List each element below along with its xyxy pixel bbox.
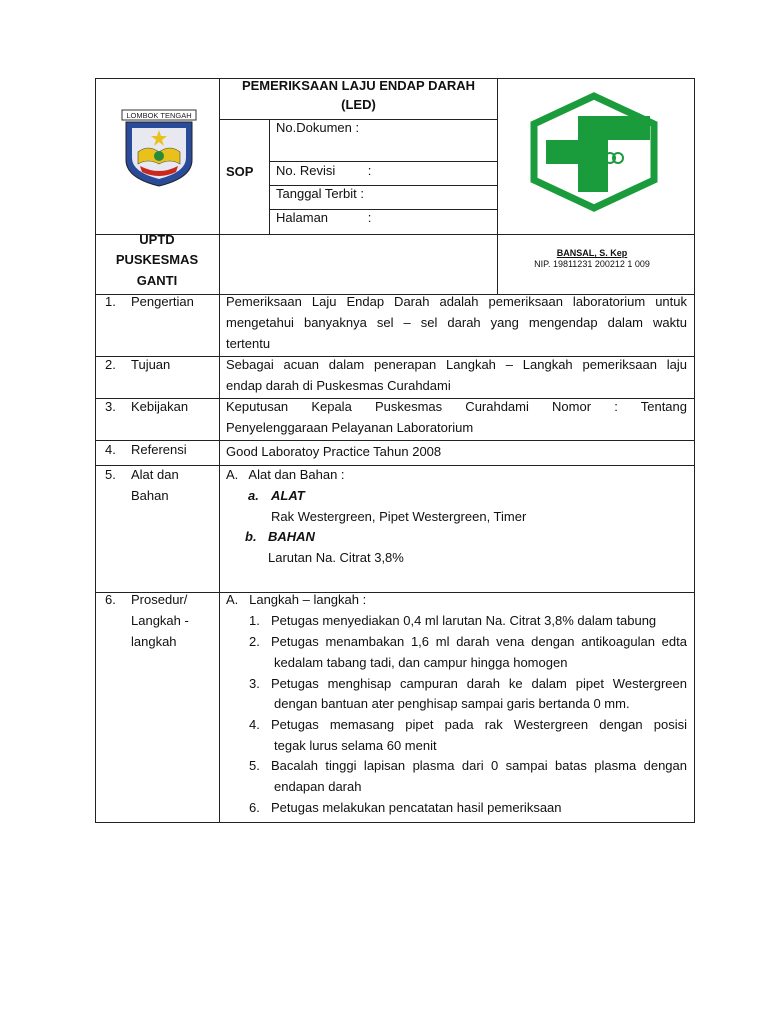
section-label-prosedur: langkah: [131, 634, 177, 649]
step-line: tegak lurus selama 60 menit: [274, 738, 437, 753]
section-label-prosedur: Prosedur/: [131, 592, 188, 607]
issue-date-field: Tanggal Terbit :: [276, 186, 364, 201]
alat-title: ALAT: [271, 488, 305, 503]
signer-name: BANSAL, S. Kep: [556, 248, 628, 258]
section-label-kebijakan: Kebijakan: [131, 399, 189, 414]
unit-line-2: PUSKESMAS: [115, 252, 199, 267]
section-number: 4.: [105, 442, 116, 457]
step-line: Petugas menyediakan 0,4 ml larutan Na. Citrat 3,8% dalam tabung: [271, 613, 657, 628]
bahan-title: BAHAN: [268, 529, 315, 544]
tujuan-line: Sebagai acuan dalam penerapan Langkah – Langkah pemeriksaan laju: [226, 357, 687, 372]
bahan-marker: b.: [245, 529, 257, 544]
pengertian-line: mengetahui banyaknya sel – sel darah yang mengendap dalam waktu: [226, 315, 687, 330]
section-number: 3.: [105, 399, 116, 414]
pengertian-line: tertentu: [226, 336, 271, 351]
lombok-tengah-logo: [120, 108, 198, 188]
section-label-alat: Alat dan: [131, 467, 179, 482]
section-label-alat: Bahan: [131, 488, 169, 503]
sop-title-line1: PEMERIKSAAN LAJU ENDAP DARAH: [241, 78, 476, 93]
step-line: Petugas melakukan pencatatan hasil pemeriksaan: [271, 800, 562, 815]
alat-marker: a.: [248, 488, 259, 503]
section-number: 5.: [105, 467, 116, 482]
kebijakan-line: Keputusan Kepala Puskesmas Curahdami Nomor : Tentang: [226, 399, 687, 414]
unit-line-1: UPTD: [139, 232, 175, 247]
doc-number-field: No.Dokumen :: [276, 120, 360, 135]
section-label-pengertian: Pengertian: [131, 294, 194, 309]
puskesmas-logo: [528, 92, 660, 212]
signer-nip: NIP. 19811231 200212 1 009: [534, 259, 650, 269]
step-line: Petugas memasang pipet pada rak Westergreen dengan posisi: [271, 717, 687, 732]
step-number: 6.: [249, 800, 260, 815]
section-number: 6.: [105, 592, 116, 607]
step-line: Petugas menambakan 1,6 ml darah vena dengan antikoagulan edta: [271, 634, 687, 649]
tujuan-line: endap darah di Puskesmas Curahdami: [226, 378, 451, 393]
section-label-tujuan: Tujuan: [131, 357, 171, 372]
step-number: 3.: [249, 676, 260, 691]
alat-text: Rak Westergreen, Pipet Westergreen, Timer: [271, 509, 527, 524]
kebijakan-line: Penyelenggaraan Pelayanan Laboratorium: [226, 420, 474, 435]
section-label-referensi: Referensi: [131, 442, 187, 457]
sop-label: SOP: [226, 164, 254, 179]
alat-heading: A. Alat dan Bahan :: [226, 467, 345, 482]
step-number: 5.: [249, 758, 260, 773]
logo-banner-text: LOMBOK TENGAH: [126, 111, 192, 120]
sop-title-line2: (LED): [341, 97, 376, 112]
step-line: Bacalah tinggi lapisan plasma dari 0 sampai batas plasma dengan: [271, 758, 687, 773]
section-number: 2.: [105, 357, 116, 372]
step-number: 1.: [249, 613, 260, 628]
section-label-prosedur: Langkah -: [131, 613, 189, 628]
step-line: endapan darah: [274, 779, 362, 794]
pengertian-line: Pemeriksaan Laju Endap Darah adalah pemeriksaan laboratorium untuk: [226, 294, 687, 309]
unit-line-3: GANTI: [136, 273, 178, 288]
step-line: kedalam tabang tadi, dan campur hingga homogen: [274, 655, 568, 670]
prosedur-heading: A. Langkah – langkah :: [226, 592, 367, 607]
step-line: Petugas menghisap campuran darah ke dalam pipet Westergreen: [271, 676, 687, 691]
section-number: 1.: [105, 294, 116, 309]
bahan-text: Larutan Na. Citrat 3,8%: [268, 550, 404, 565]
referensi-text: Good Laboratoy Practice Tahun 2008: [226, 444, 442, 459]
step-number: 4.: [249, 717, 260, 732]
revision-field: No. Revisi :: [276, 163, 372, 178]
step-number: 2.: [249, 634, 260, 649]
step-line: dengan bantuan ater penghisap sampai garis bertanda 0 mm.: [274, 696, 630, 711]
page-field: Halaman :: [276, 210, 372, 225]
